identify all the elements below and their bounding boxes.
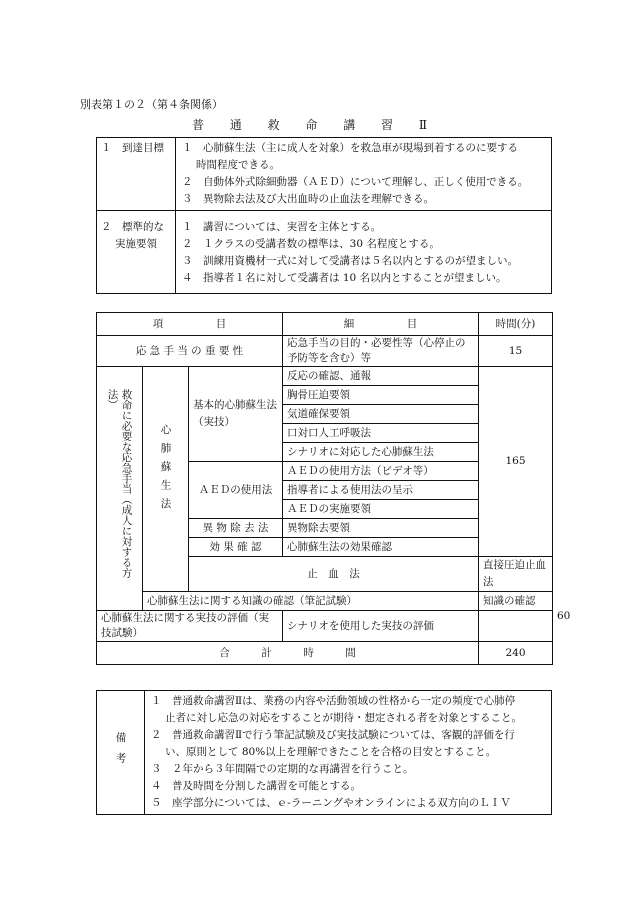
note-line: い、原則として 80%以上を理解できたことを合格の目安とすること。 (165, 746, 497, 758)
header-time: 時間(分) (479, 313, 553, 336)
goal-line: 時間程度できる。 (196, 159, 280, 171)
detail: ＡＥＤの使用方法（ビデオ等） (283, 462, 479, 481)
note-line: ５ 座学部分については、ｅ-ラーニングやオンラインによる双方向のＬＩＶ (151, 797, 511, 809)
notes-row (97, 691, 552, 815)
practical-exam: 心肺蘇生法に関する実技の評価（実技試験） (97, 611, 283, 642)
schedule-row (97, 336, 553, 367)
guidelines-label-line: 実施要領 (115, 238, 157, 250)
detail: シナリオを使用した実技の評価 (283, 611, 479, 642)
header-item: 項 目 (97, 313, 283, 336)
goals-row (97, 138, 552, 211)
note-line: ４ 普及時間を分割した講習を可能とする。 (151, 780, 361, 792)
goal-line: ３ 異物除去法及び大出血時の止血法を理解できる。 (182, 193, 434, 205)
note-line: ２ 普通救命講習Ⅱで行う筆記試験及び実技試験については、客観的評価を行 (151, 729, 515, 741)
detail: 口対口人工呼吸法 (283, 424, 479, 443)
basic-cpr: 基本的心肺蘇生法（実技） (189, 367, 283, 462)
group-outer (97, 367, 143, 611)
detail: 気道確保要領 (283, 405, 479, 424)
document-title: 普 通 救 命 講 習 Ⅱ (191, 118, 439, 132)
group-cpr (143, 367, 189, 592)
goals-table (96, 137, 552, 294)
group-cpr-text: 心肺蘇生法 (159, 424, 172, 517)
schedule-row (97, 611, 553, 642)
schedule-row (97, 367, 553, 386)
header-detail: 細 目 (283, 313, 479, 336)
notes-label (97, 691, 145, 815)
note-line: ３ ２年から３年間隔での定期的な再講習を行うこと。 (151, 763, 414, 775)
detail: 反応の確認、通報 (283, 367, 479, 386)
guideline-line: ３ 訓練用資機材一式に対して受講者は５名以内とするのが望ましい。 (182, 255, 518, 267)
detail: シナリオに対応した心肺蘇生法 (283, 443, 479, 462)
note-line: 止者に対し応急の対応をすることが期待・想定される者を対象とすること。 (165, 712, 522, 724)
goals-content (176, 138, 552, 211)
note-line: １ 普通救命講習Ⅱは、業務の内容や活動領域の性格から一定の頻度で心肺停 (151, 695, 516, 707)
group-outer-text: 救命に必要な応急手当（成人に対する方法） (106, 388, 133, 578)
detail-importance: 応急手当の目的・必要性等（心停止の予防等を含む）等 (283, 336, 479, 367)
time-importance: 15 (479, 336, 553, 367)
aed-usage: ＡＥＤの使用法 (189, 462, 283, 519)
total-label: 合 計 時 間 (97, 642, 479, 665)
detail: 胸骨圧迫要領 (283, 386, 479, 405)
guidelines-row (97, 211, 552, 294)
written-exam: 心肺蘇生法に関する知識の確認（筆記試験） (143, 592, 479, 611)
guidelines-content (176, 211, 552, 294)
total-time: 240 (479, 642, 553, 665)
item-importance: 応 急 手 当 の 重 要 性 (97, 336, 283, 367)
effect-check: 効 果 確 認 (189, 538, 283, 557)
guidelines-label (97, 211, 176, 294)
foreign-body: 異 物 除 去 法 (189, 519, 283, 538)
hemostasis: 止 血 法 (189, 557, 479, 592)
detail: 心肺蘇生法の効果確認 (283, 538, 479, 557)
goals-label: １ 到達目標 (97, 138, 176, 211)
detail: 異物除去要領 (283, 519, 479, 538)
goal-line: ２ 自動体外式除細動器（ＡＥＤ）について理解し、正しく使用できる。 (182, 176, 529, 188)
schedule-total-row (97, 642, 553, 665)
detail: ＡＥＤの実施要領 (283, 500, 479, 519)
guideline-line: ４ 指導者１名に対して受講者は 10 名以内とすることが望ましい。 (182, 272, 507, 284)
notes-label-text: 備考 (114, 732, 127, 773)
detail: 知識の確認 (479, 592, 553, 611)
guideline-line: ２ １クラスの受講者数の標準は、30 名程度とする。 (182, 238, 440, 250)
detail: 直接圧迫止血法 (479, 557, 553, 592)
detail: 指導者による使用法の呈示 (283, 481, 479, 500)
guideline-line: １ 講習については、実習を主体とする。 (182, 221, 382, 233)
guidelines-label-line: ２ 標準的な (101, 221, 164, 233)
document-caption: 別表第１の２（第４条関係） (80, 98, 223, 111)
time-main: 165 (479, 367, 553, 557)
notes-table (96, 690, 552, 815)
notes-content (145, 691, 552, 815)
schedule-table (96, 312, 571, 665)
schedule-header-row (97, 313, 553, 336)
goal-line: １ 心肺蘇生法（主に成人を対象）を救急車が現場到着するのに要する (182, 142, 518, 154)
schedule-row: 心肺蘇生法に関する知識の確認（筆記試験） 知識の確認 60 (97, 592, 553, 611)
